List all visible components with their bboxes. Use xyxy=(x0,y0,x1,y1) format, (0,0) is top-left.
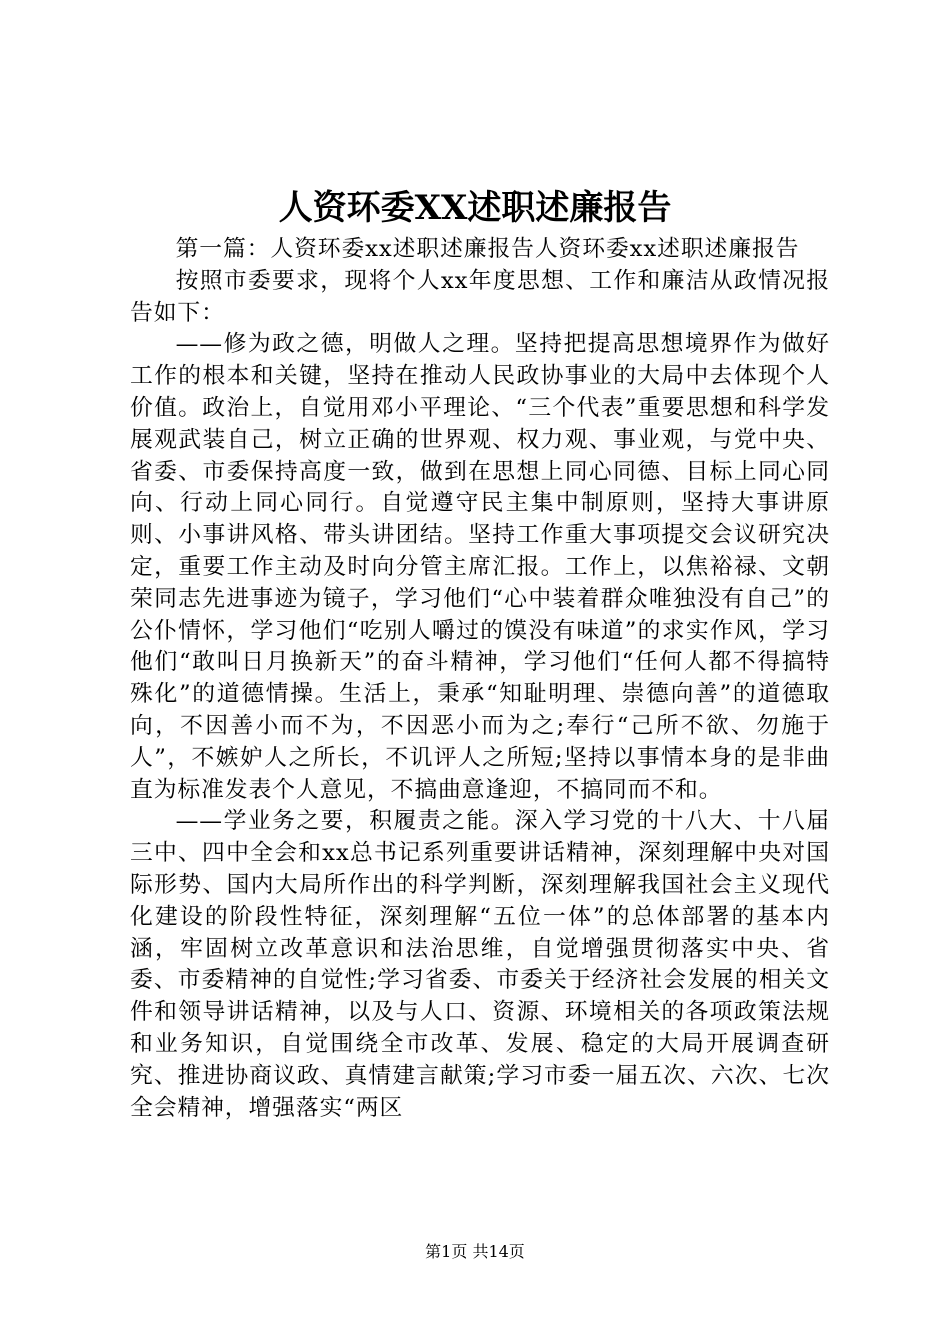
paragraph: ——修为政之德，明做人之理。坚持把提高思想境界作为做好工作的根本和关键，坚持在推动人民政协事业的大局中去体现个人价值。政治上，自觉用邓小平理论、“三个代表”重要思想和科学发展观武装自己，树立正确的世界观、权力观、事业观，与党中央、省委、市委保持高度一致，做到在思想上同心同德、目标上同心同向、行动上同心同行。自觉遵守民主集中制原则，坚持大事讲原则、小事讲风格、带头讲团结。坚持工作重大事项提交会议研究决定，重要工作主动及时向分管主席汇报。工作上，以焦裕禄、文朝荣同志先进事迹为镜子，学习他们“心中装着群众唯独没有自己”的公仆情怀，学习他们“吃别人嚼过的馍没有味道”的求实作风，学习他们“敢叫日月换新天”的奋斗精神，学习他们“任何人都不得搞特殊化”的道德情操。生活上，秉承“知耻明理、崇德向善”的道德取向，不因善小而不为，不因恶小而为之;奉行“己所不欲、勿施于人”，不嫉妒人之所长，不讥评人之所短;坚持以事情本身的是非曲直为标准发表个人意见，不搞曲意逢迎，不搞同而不和。 xyxy=(130,331,830,803)
document-body xyxy=(130,234,830,1124)
paragraph: 按照市委要求，现将个人xx年度思想、工作和廉洁从政情况报告如下： xyxy=(130,267,830,326)
paragraph: 第一篇：人资环委xx述职述廉报告人资环委xx述职述廉报告 xyxy=(175,236,800,262)
document-title: 人资环委XX述职述廉报告 xyxy=(278,188,672,228)
page-number-footer: 第1页 共14页 xyxy=(425,1242,525,1261)
paragraph: ——学业务之要，积履责之能。深入学习党的十八大、十八届三中、四中全会和xx总书记系列重要讲话精神，深刻理解中央对国际形势、国内大局所作出的科学判断，深刻理解我国社会主义现代化建设的阶段性特征，深刻理解“五位一体”的总体部署的基本内涵，牢固树立改革意识和法治思维，自觉增强贯彻落实中央、省委、市委精神的自觉性;学习省委、市委关于经济社会发展的相关文件和领导讲话精神，以及与人口、资源、环境相关的各项政策法规和业务知识，自觉围绕全市改革、发展、稳定的大局开展调查研究、推进协商议政、真情建言献策;学习市委一届五次、六次、七次全会精神，增强落实“两区 xyxy=(130,808,830,1121)
